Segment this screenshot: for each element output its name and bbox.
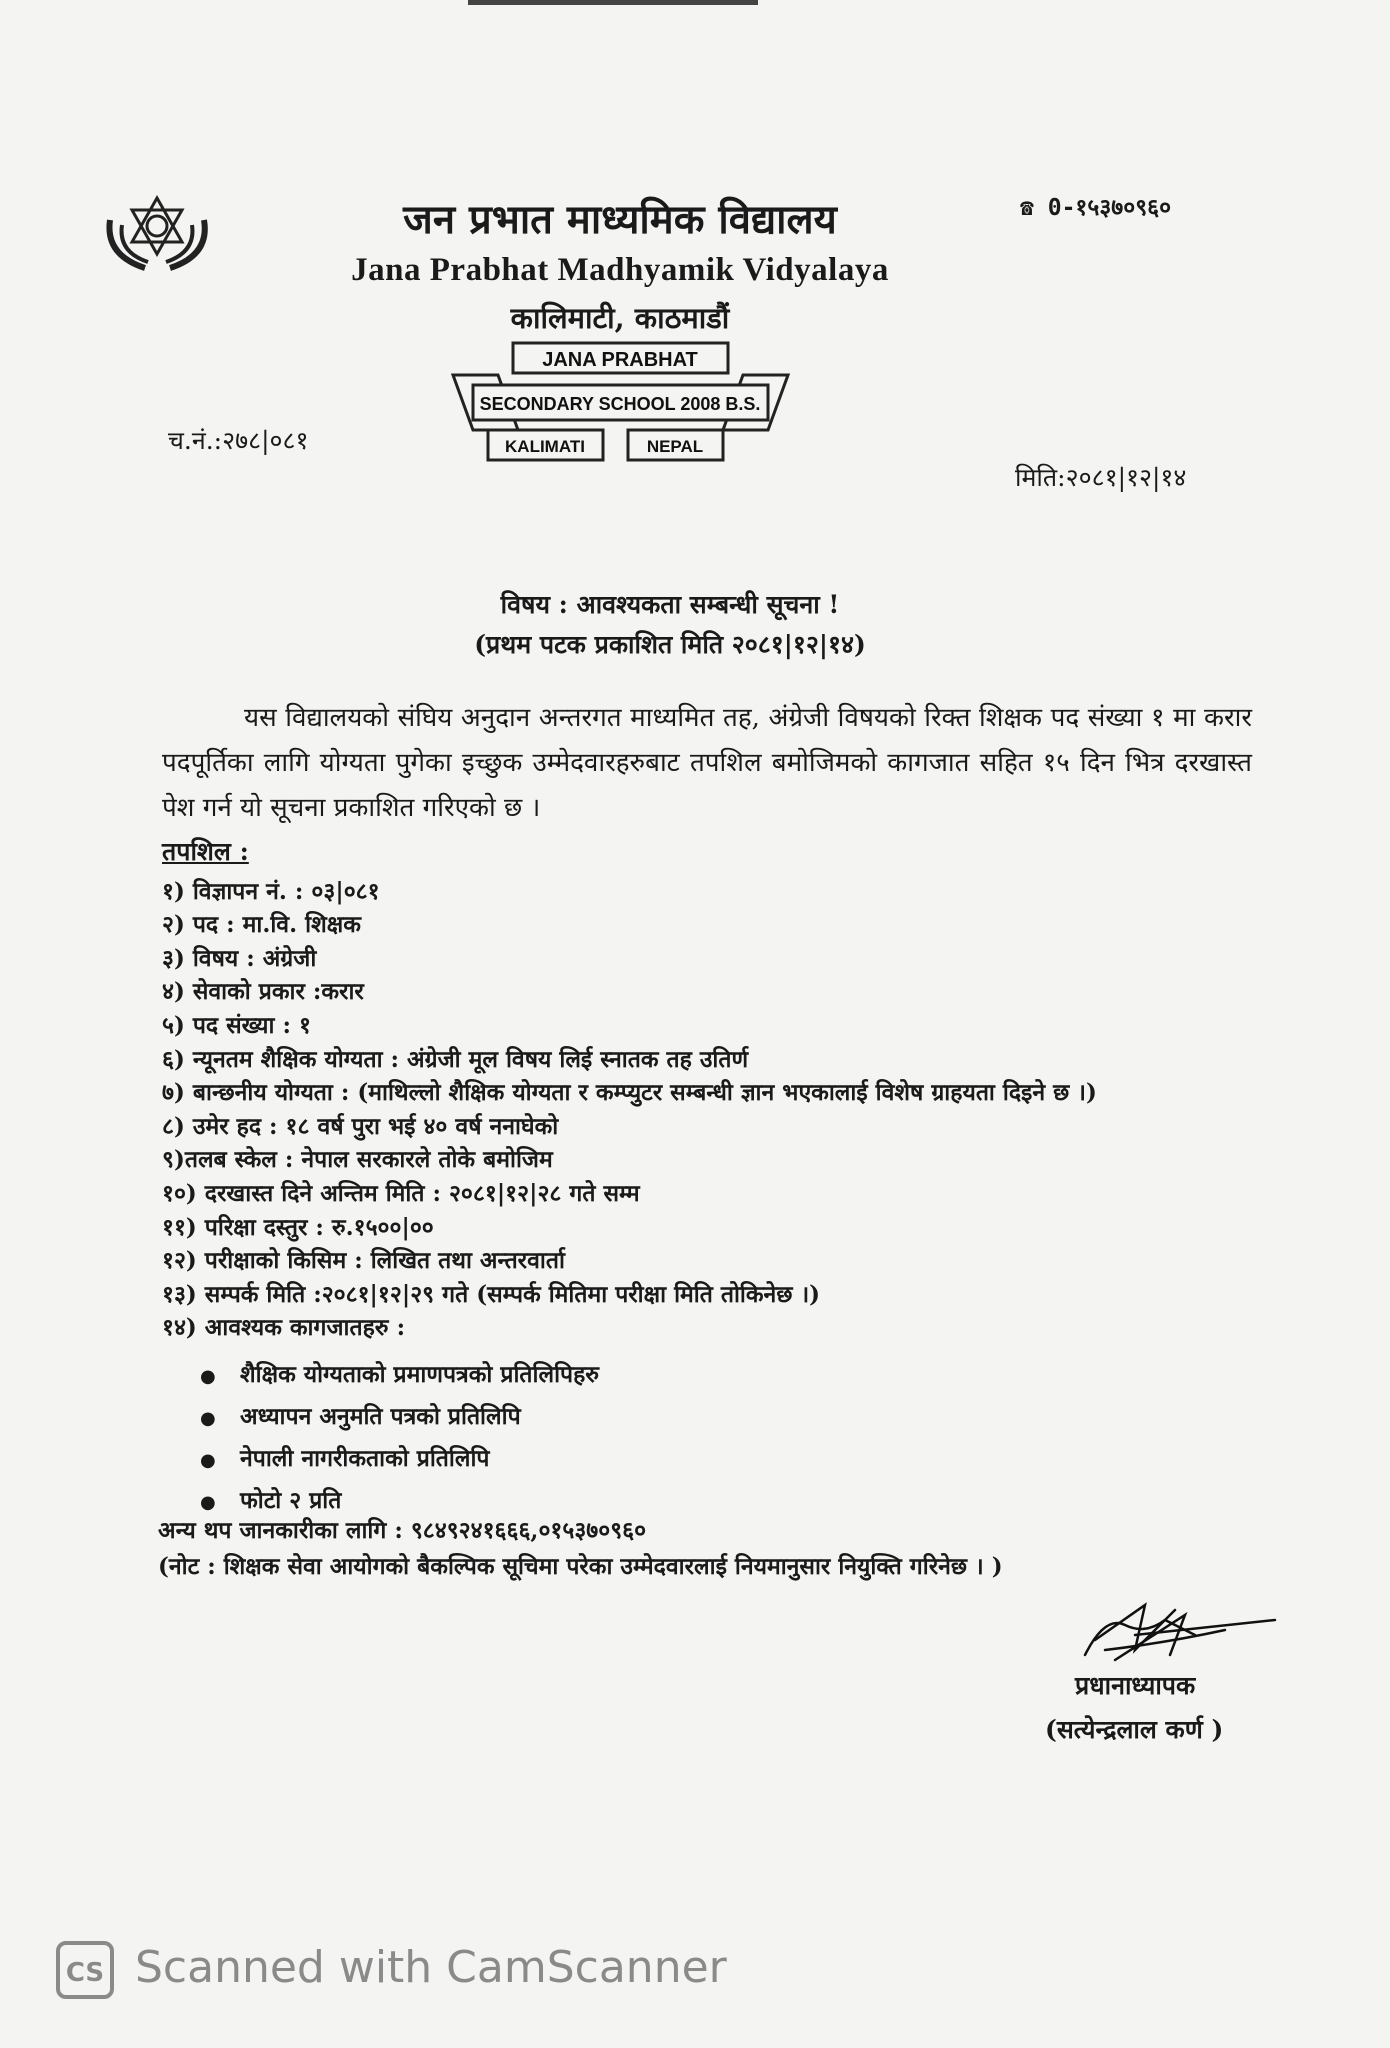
detail-item: ६) न्यूनतम शैक्षिक योग्यता : अंग्रेजी मूल विषय लिई स्नातक तह उतिर्ण bbox=[162, 1045, 749, 1073]
detail-item: १४) आवश्यक कागजातहरु : bbox=[162, 1314, 406, 1342]
details-section bbox=[162, 835, 1282, 1345]
reference-number: च.नं.:२७८|०८१ bbox=[168, 426, 309, 455]
phone-number bbox=[1020, 190, 1171, 222]
school-emblem-icon bbox=[100, 190, 215, 275]
phone-value: 0-१५३७०९६० bbox=[1047, 195, 1172, 221]
contact-section bbox=[158, 1513, 1003, 1585]
notice-date: मिति:२०८१|१२|१४ bbox=[1015, 463, 1187, 492]
bullet-icon: ● bbox=[200, 1366, 216, 1387]
required-documents-list bbox=[200, 1355, 599, 1523]
detail-item: ४) सेवाको प्रकार :करार bbox=[162, 978, 364, 1006]
signatory-name: (सत्येन्द्रलाल कर्ण ) bbox=[1045, 1715, 1224, 1744]
bullet-icon: ● bbox=[200, 1408, 216, 1429]
details-title: तपशिल : bbox=[162, 837, 249, 866]
camscanner-logo-icon bbox=[55, 1940, 115, 2000]
school-name-nepali: जन प्रभात माध्यमिक विद्यालय bbox=[403, 196, 837, 243]
scanner-watermark: Scanned with CamScanner bbox=[135, 1942, 727, 1993]
detail-item: २) पद : मा.वि. शिक्षक bbox=[162, 911, 361, 939]
detail-item: ११) परिक्षा दस्तुर : रु.१५००|०० bbox=[162, 1213, 434, 1241]
detail-item: १३) सम्पर्क मिति :२०८१|१२|२९ गते (सम्पर्क मितिमा परीक्षा मिति तोकिनेछ ।) bbox=[162, 1280, 821, 1308]
contact-info: अन्य थप जानकारीका लागि : ९८४९२४१६६६,०१५३७०९६० bbox=[158, 1517, 647, 1544]
note-text: (नोट : शिक्षक सेवा आयोगको बैकल्पिक सूचिमा परेका उम्मेदवारलाई नियमानुसार नियुक्ति गरिनेछ । ) bbox=[158, 1553, 1003, 1580]
document-item bbox=[200, 1355, 599, 1397]
detail-item: १) विज्ञापन नं. : ०३|०८१ bbox=[162, 877, 380, 905]
phone-icon: ☎ bbox=[1020, 195, 1034, 221]
stamp-line-3b: NEPAL bbox=[646, 437, 704, 456]
notice-subject bbox=[300, 585, 1040, 665]
detail-item: १२) परीक्षाको किसिम : लिखित तथा अन्तरवार्ता bbox=[162, 1247, 565, 1275]
bullet-icon: ● bbox=[200, 1492, 216, 1513]
detail-item: ९)तलब स्केल : नेपाल सरकारले तोके बमोजिम bbox=[162, 1146, 553, 1174]
svg-text:CS: CS bbox=[65, 1958, 105, 1988]
school-stamp bbox=[448, 335, 793, 470]
stamp-line-2: SECONDARY SCHOOL 2008 B.S. bbox=[479, 394, 761, 414]
document-label: अध्यापन अनुमति पत्रको प्रतिलिपि bbox=[240, 1403, 521, 1430]
bullet-icon: ● bbox=[200, 1450, 216, 1471]
detail-item: ३) विषय : अंग्रेजी bbox=[162, 944, 317, 972]
school-name-english: Jana Prabhat Madhyamik Vidyalaya bbox=[351, 252, 889, 288]
document-label: शैक्षिक योग्यताको प्रमाणपत्रको प्रतिलिपिहरु bbox=[240, 1361, 600, 1388]
body-text: यस विद्यालयको संघिय अनुदान अन्तरगत माध्यमित तह, अंग्रेजी विषयको रिक्त शिक्षक पद संख्या १ मा करार पदपूर्तिका लागि योग्यता पुगेका इच्छुक उम्मेदवारहरुबाट तपशिल बमोजिमको कागजात सहित १५ दिन भित्र दरखास्त पेश गर्न यो सूचना प्रकाशित गरिएको छ । bbox=[162, 703, 1252, 823]
detail-item: ८) उमेर हद : १८ वर्ष पुरा भई ४० वर्ष ननाघेको bbox=[162, 1112, 559, 1140]
signature-icon bbox=[1075, 1595, 1285, 1675]
school-address: कालिमाटी, काठमाडौं bbox=[510, 301, 730, 335]
subject-line: विषय : आवश्यकता सम्बन्धी सूचना ! bbox=[500, 590, 840, 619]
document-label: फोटो २ प्रति bbox=[240, 1487, 342, 1514]
publish-date-line: (प्रथम पटक प्रकाशित मिति २०८१|१२|१४) bbox=[474, 630, 866, 659]
document-item bbox=[200, 1439, 599, 1481]
detail-item: १०) दरखास्त दिने अन्तिम मिति : २०८१|१२|२८ गते सम्म bbox=[162, 1179, 640, 1207]
detail-item: ५) पद संख्या : १ bbox=[162, 1011, 311, 1039]
document-label: नेपाली नागरीकताको प्रतिलिपि bbox=[240, 1445, 490, 1472]
stamp-line-1: JANA PRABHAT bbox=[542, 349, 698, 371]
document-item bbox=[200, 1397, 599, 1439]
signatory-role: प्रधानाध्यापक bbox=[1075, 1671, 1196, 1700]
top-edge-mark bbox=[468, 0, 758, 5]
detail-item: ७) बान्छनीय योग्यता : (माथिल्लो शैक्षिक योग्यता र कम्प्युटर सम्बन्धी ज्ञान भएकालाई विशेष ग्राहयता दिइने छ ।) bbox=[162, 1079, 1097, 1107]
notice-body bbox=[162, 696, 1252, 831]
stamp-line-3a: KALIMATI bbox=[505, 437, 585, 456]
